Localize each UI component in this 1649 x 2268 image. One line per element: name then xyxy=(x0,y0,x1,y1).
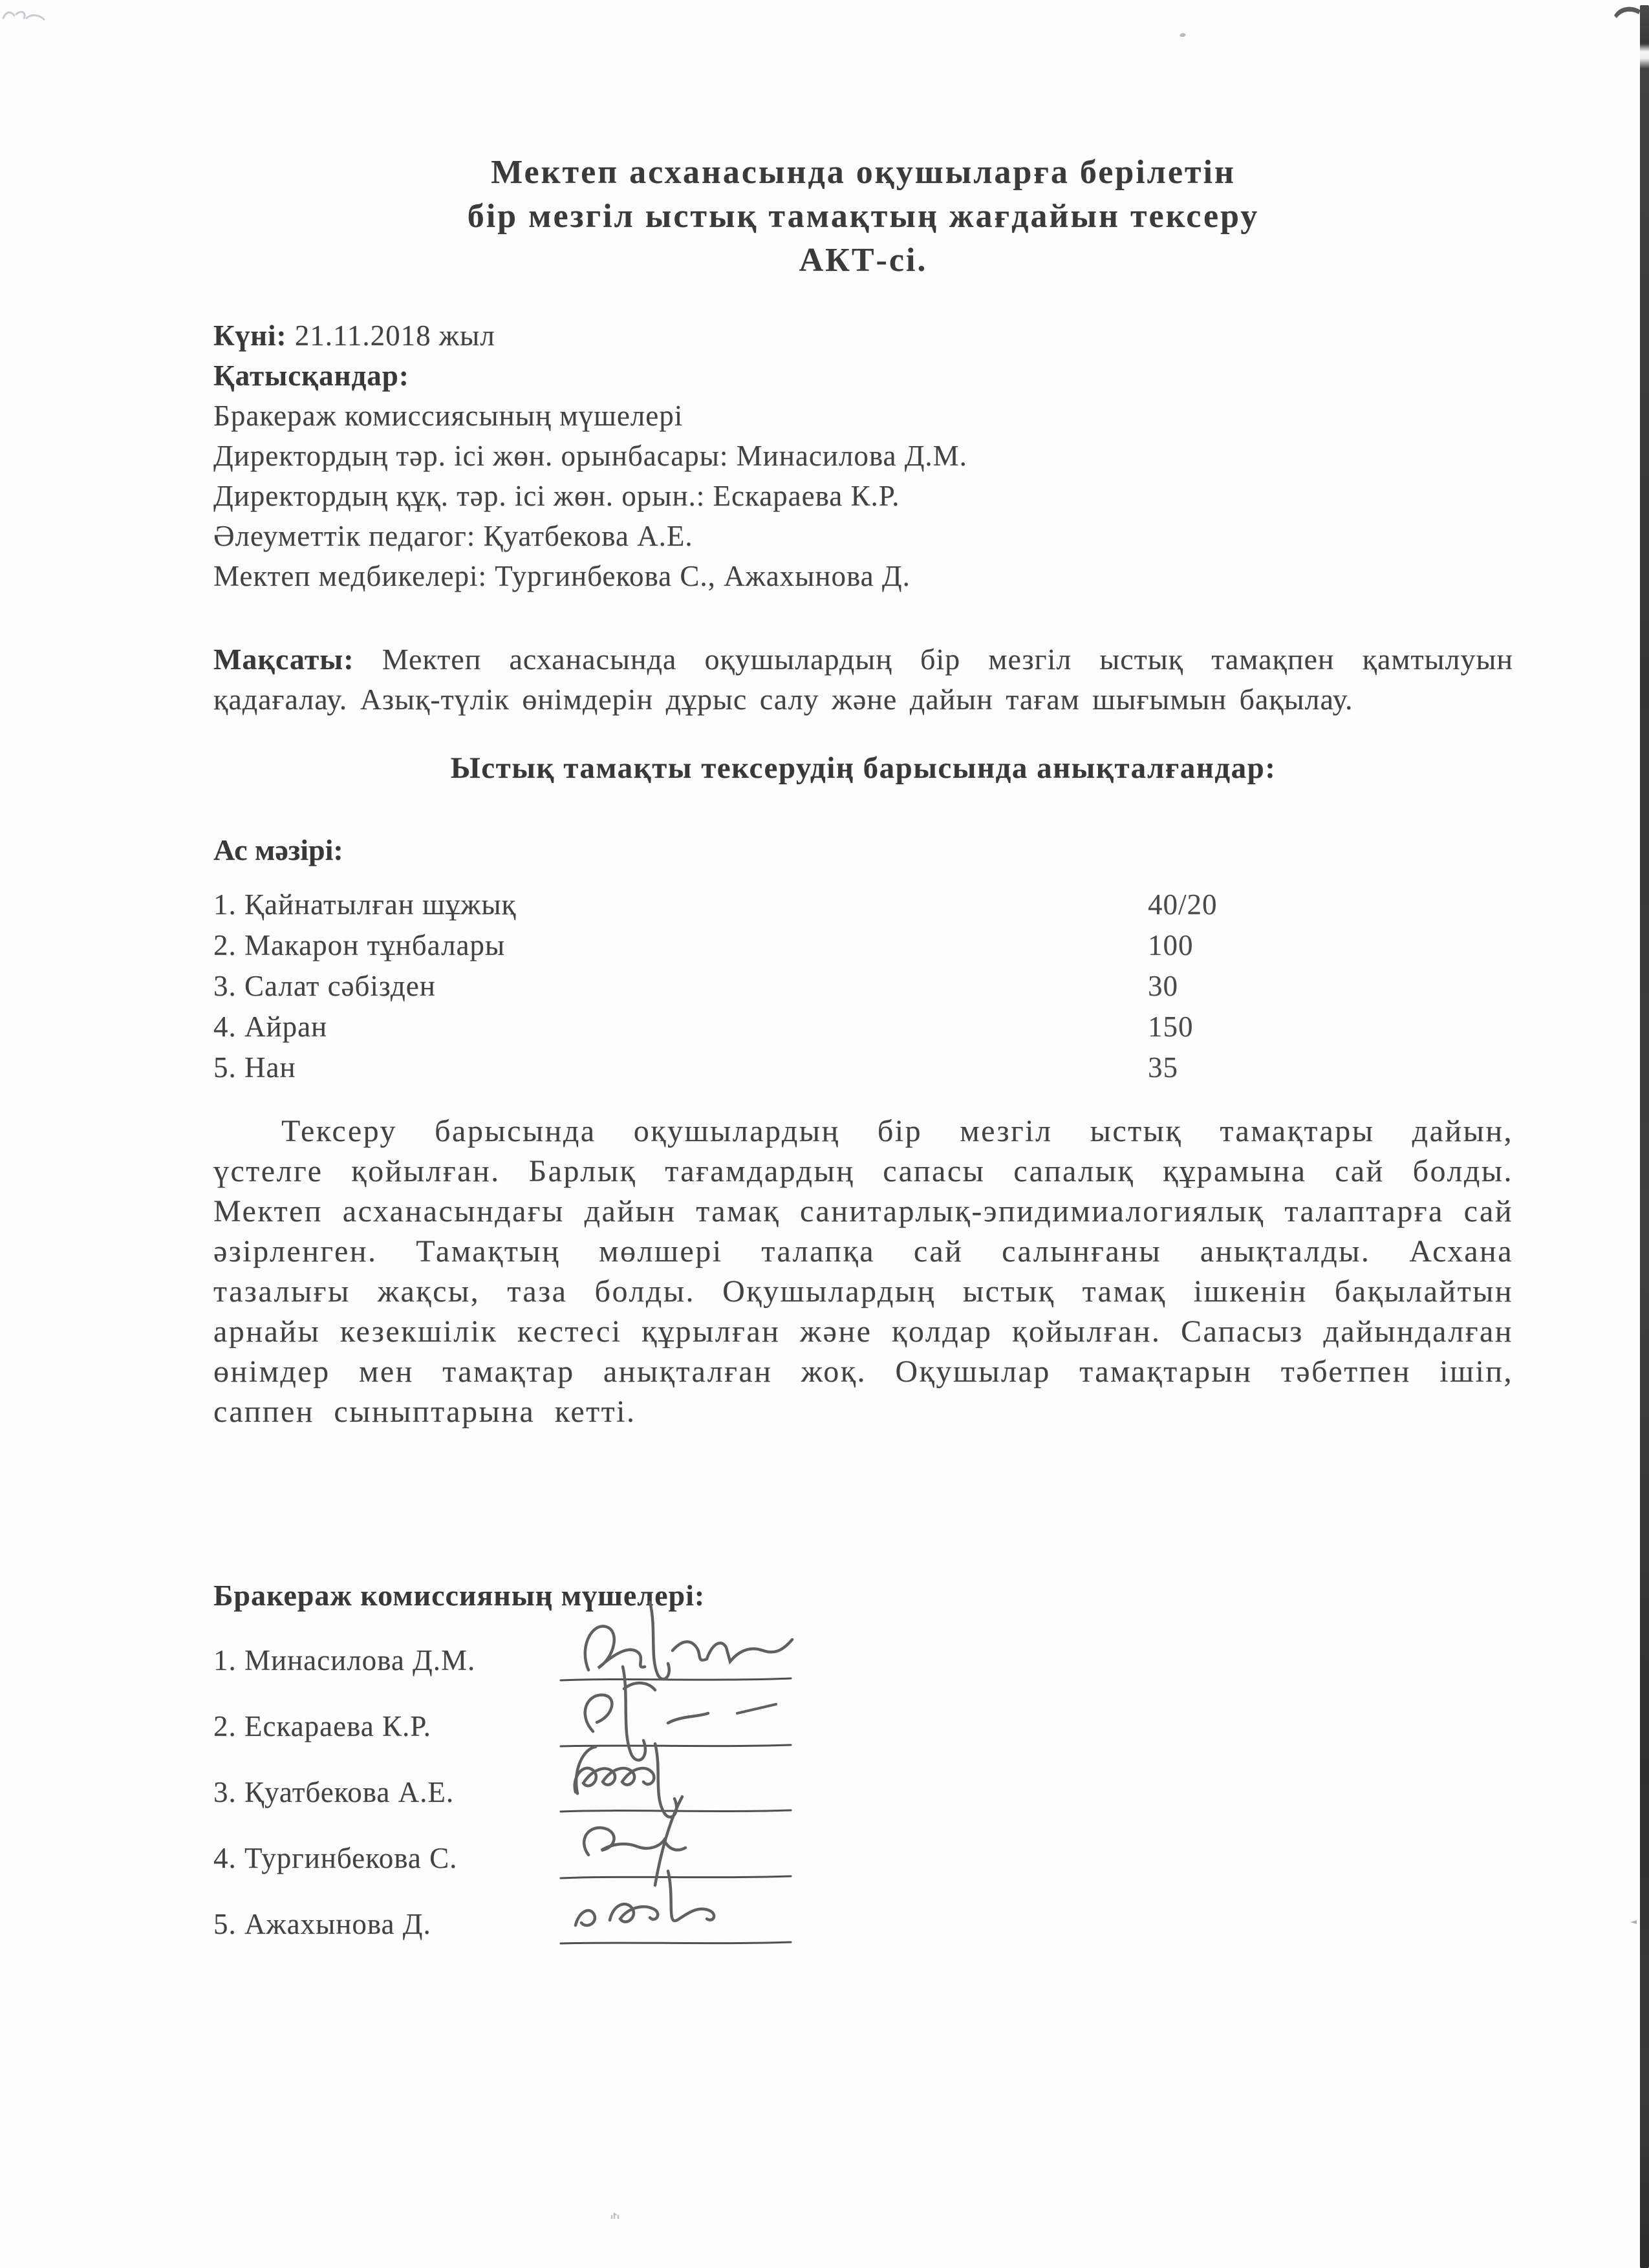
scan-speck-bottom xyxy=(609,2210,622,2221)
signature-row xyxy=(213,1706,1513,1772)
participant-line: Бракераж комиссиясының мүшелері xyxy=(213,400,684,432)
menu-item-name: 4. Айран xyxy=(213,1011,328,1043)
menu-item-value: 40/20 xyxy=(1148,888,1218,921)
document-content xyxy=(213,0,1513,1970)
menu-item-name: 2. Макарон тұнбалары xyxy=(213,929,506,961)
participants-label: Қатысқандар: xyxy=(213,359,409,392)
menu-row xyxy=(213,884,1513,925)
menu-item-name: 5. Нан xyxy=(213,1051,296,1084)
signatory-name: 1. Минасилова Д.М. xyxy=(213,1644,476,1676)
date-label: Күні: xyxy=(213,319,287,352)
menu-item-name: 1. Қайнатылған шұжық xyxy=(213,888,517,921)
title-line-2: бір мезгіл ыстық тамақтың жағдайын тексеру xyxy=(467,198,1260,235)
date-value: 21.11.2018 жыл xyxy=(294,319,495,352)
signature-row xyxy=(213,1772,1513,1838)
purpose-paragraph xyxy=(213,639,1513,720)
participant-line: Әлеуметтік педагог: Қуатбекова А.Е. xyxy=(213,520,693,552)
signature-row xyxy=(213,1904,1513,1970)
signatory-name: 4. Тургинбекова С. xyxy=(213,1842,458,1874)
menu-item-value: 150 xyxy=(1148,1011,1194,1043)
body-paragraph: Тексеру барысында оқушылардың бір мезгіл ыстық тамақтары дайын, үстелге қойылған. Барлық тағамдардың сапасы сапалық құрамына сай болды. Мектеп асханасындағы дайын тамақ санитарлық-эпидимиалогиялық талаптарға сай әзірленген. Тамақтың мөлшері талапқа сай салынғаны анықталды. Асхана тазалығы жақсы, таза болды. Оқушылардың ыстық тамақ ішкенін бақылайтын арнайы кезекшілік кестесі құрылған және қолдар қойылған. Сапасыз дайындалған өнімдер мен тамақтар анықталған жоқ. Оқушылар тамақтарын тәбетпен ішіп, саппен сыныптарына кетті. xyxy=(213,1114,1513,1429)
menu-row xyxy=(213,1007,1513,1047)
signatory-name: 3. Қуатбекова А.Е. xyxy=(213,1776,455,1808)
scan-curl-top-right xyxy=(1613,4,1643,22)
menu-item-value: 100 xyxy=(1148,929,1194,961)
scan-speck-right xyxy=(1630,1919,1640,1925)
participant-line: Директордың тәр. ісі жөн. орынбасары: Минасилова Д.М. xyxy=(213,440,967,472)
findings-heading: Ыстық тамақты тексерудің барысында анықталғандар: xyxy=(450,751,1277,785)
date-line xyxy=(213,316,1513,356)
menu-item-name: 3. Салат сәбізден xyxy=(213,970,436,1002)
purpose-label: Мақсаты: xyxy=(213,643,354,676)
title-line-1: Мектеп асханасында оқушыларға берілетін xyxy=(491,154,1236,191)
menu-label: Ас мәзірі: xyxy=(213,833,343,866)
signatory-name: 5. Ажахынова Д. xyxy=(213,1908,431,1940)
scan-edge-strip xyxy=(1640,5,1649,2268)
document-title xyxy=(213,0,1513,283)
commission-heading: Бракераж комиссияның мүшелері: xyxy=(213,1579,706,1612)
signatory-name: 2. Ескараева К.Р. xyxy=(213,1710,431,1742)
menu-row xyxy=(213,925,1513,966)
menu-item-value: 35 xyxy=(1148,1051,1178,1084)
scan-smudge-top-left xyxy=(1,6,53,26)
participant-line: Мектеп медбикелері: Тургинбекова С., Ажахынова Д. xyxy=(213,560,911,592)
purpose-text: Мектеп асханасында оқушылардың бір мезгіл ыстық тамақпен қамтылуын қадағалау. Азық-түлік өнімдерін дұрыс салу және дайын тағам шығымын бақылау. xyxy=(213,643,1513,716)
signature-row xyxy=(213,1838,1513,1904)
participant-line: Директордың құқ. тәр. ісі жөн. орын.: Ескараева К.Р. xyxy=(213,480,900,512)
menu-row xyxy=(213,966,1513,1007)
signature-row xyxy=(213,1640,1513,1706)
menu-item-value: 30 xyxy=(1148,970,1178,1002)
title-line-3: АКТ-сі. xyxy=(799,242,928,279)
menu-row xyxy=(213,1047,1513,1088)
